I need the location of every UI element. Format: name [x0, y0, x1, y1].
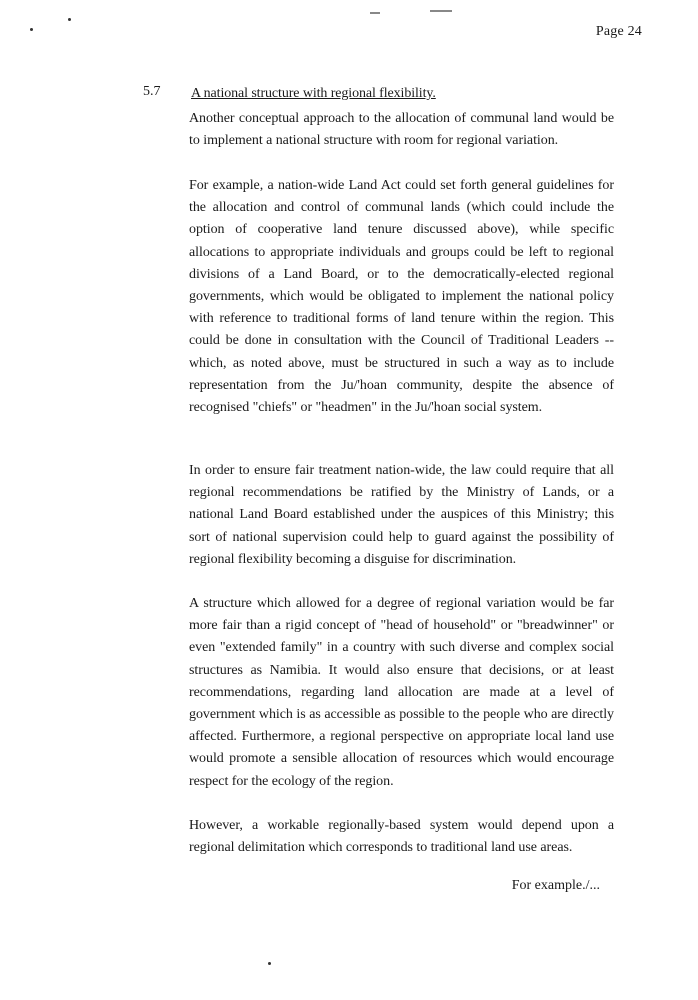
section-title: A national structure with regional flexibility.	[191, 86, 436, 101]
continuation-note: For example./...	[511, 878, 600, 893]
paragraph-fair-treatment: In order to ensure fair treatment nation-wide, the law could require that all regional recommendations be ratified by the Ministry of Lands, or a national Land Board established under the auspices of this Ministry; this sort of national supervision could help to guard against the possibility of regional flexibility becoming a disguise for discrimination.	[189, 463, 614, 567]
section-number: 5.7	[143, 84, 161, 99]
scan-speck	[68, 18, 71, 21]
paragraph-regional-variation: A structure which allowed for a degree of regional variation would be far more fair than a rigid concept of "head of household" or "breadwinner" or even "extended family" in a country with such diverse and complex social structures as Namibia. It would also ensure that decisions, or at least recommendations, regarding land allocation are made at a level of government which is as accessible as possible to the people who are directly affected. Furthermore, a regional perspective on appropriate local land use would promote a sensible allocation of resources which would encourage respect for the ecology of the region.	[189, 596, 614, 789]
page-number: Page 24	[595, 24, 642, 39]
scan-smudge	[370, 12, 380, 14]
scan-speck	[30, 28, 33, 31]
paragraph-example: For example, a nation-wide Land Act could set forth general guidelines for the allocation and control of communal lands (which could include the option of cooperative land tenure discussed above), while specific allocations to appropriate individuals and groups could be left to regional divisions of a Land Board, or to the democratically-elected regional governments, which would be obligated to implement the national policy with reference to traditional forms of land tenure within the region. This could be done in consultation with the Council of Traditional Leaders -- which, as noted above, must be structured in such a way as to include representation from the Ju/'hoan community, despite the absence of recognised "chiefs" or "headmen" in the Ju/'hoan social system.	[189, 178, 614, 416]
paragraph-delimitation: However, a workable regionally-based system would depend upon a regional delimitation which corresponds to traditional land use areas.	[189, 818, 614, 856]
paragraph-intro: Another conceptual approach to the allocation of communal land would be to implement a national structure with room for regional variation.	[189, 111, 614, 149]
scan-smudge	[430, 10, 452, 12]
scan-speck	[268, 962, 271, 965]
